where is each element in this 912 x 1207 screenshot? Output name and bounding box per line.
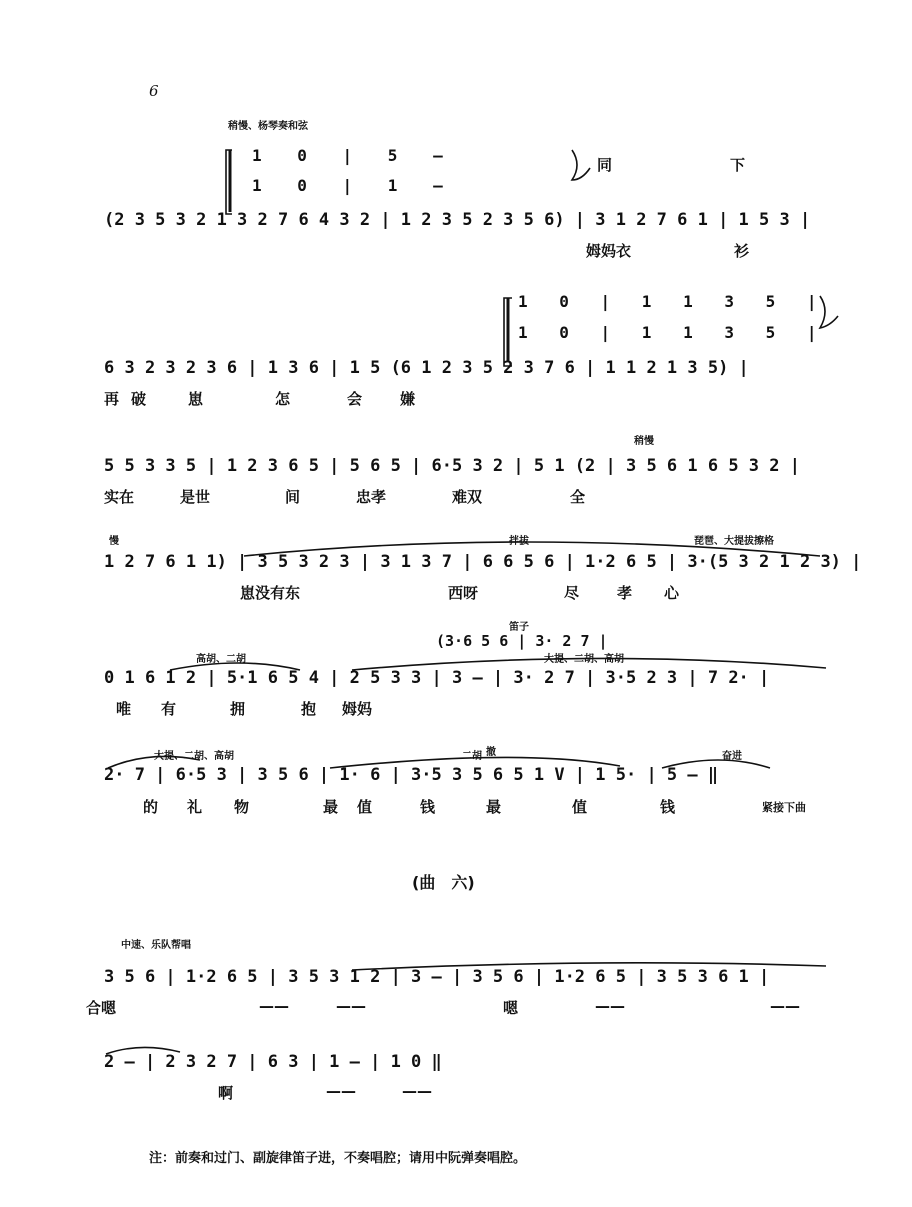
- notation-line-6: 2· 7 | 6·5 3 | 3 5 6 | 1· 6 | 3·5 3 5 6 5 1 V | 1 5· | 5 – ‖: [104, 765, 719, 785]
- lyric: 合嗯: [86, 999, 117, 1017]
- slur: [352, 658, 826, 670]
- continue-note: 紧接下曲: [762, 801, 806, 814]
- instrument-marking: 二胡: [462, 751, 482, 762]
- notation-line-2: 6 3 2 3 2 3 6 | 1 3 6 | 1 5 (6 1 2 3 5 2 3 7 6 | 1 1 2 1 3 5) |: [104, 358, 749, 378]
- lyric: 难双: [452, 488, 483, 506]
- lyric: 拥: [230, 700, 246, 718]
- lower-staff-part-1: 1 0 | 1 –: [252, 176, 443, 195]
- lyric: 最: [323, 798, 339, 816]
- upper-staff-part-2: 1 0 | 1 1 3 5 |: [518, 292, 817, 311]
- lyric: ——: [402, 1082, 432, 1100]
- lyric: 忠孝: [356, 488, 387, 506]
- lyric: 全: [570, 488, 586, 506]
- brace: [820, 296, 838, 328]
- lyric: 啊: [218, 1084, 234, 1102]
- slur: [352, 963, 826, 970]
- instrument-marking: 大提、二胡、高胡: [154, 751, 234, 762]
- side-note-tong: 同: [597, 156, 613, 174]
- instrument-marking: 大提、二胡、高胡: [544, 654, 624, 665]
- slur: [106, 1047, 180, 1054]
- lyric: 的: [143, 798, 159, 816]
- slur: [108, 756, 200, 768]
- lyric: ——: [326, 1082, 356, 1100]
- side-note-xia: 下: [730, 156, 746, 174]
- slur: [330, 757, 620, 768]
- lyric: 实在: [104, 488, 135, 506]
- lyric: 最: [486, 798, 502, 816]
- lyric: 是世: [180, 488, 211, 506]
- footnote: 注：前奏和过门、副旋律笛子进，不奏唱腔；请用中阮弹奏唱腔。: [149, 1151, 527, 1166]
- lyric: 值: [572, 798, 588, 816]
- slur: [244, 542, 820, 556]
- instrument-marking: 琵琶、大提拔擦格: [694, 536, 774, 547]
- tempo-marking: 慢: [109, 536, 119, 547]
- instrument-marking: 笛子: [509, 622, 529, 633]
- lyric: 心: [664, 584, 680, 602]
- lyric: 尽: [564, 584, 580, 602]
- lyric: 崽没有东: [240, 584, 301, 602]
- slur: [662, 760, 770, 768]
- lyric: 再: [104, 390, 120, 408]
- lyric: 物: [234, 798, 250, 816]
- lyric: 嫌: [400, 390, 416, 408]
- lyric: 唯: [116, 700, 132, 718]
- piece-title: (曲 六): [412, 873, 475, 892]
- tempo-marking: 稍慢: [634, 436, 654, 447]
- lyric: 礼: [187, 798, 203, 816]
- slur: [170, 663, 300, 670]
- flute-part: (3·6 5 6 | 3· 2 7 |: [436, 632, 608, 650]
- lyric: 钱: [660, 798, 676, 816]
- notation-line-5: 0 1 6 1 2 | 5·1 6 5 4 | 2 5 3 3 | 3 – | 3· 2 7 | 3·5 2 3 | 7 2· |: [104, 668, 770, 688]
- notation-line-1: (2 3 5 3 2 1 3 2 7 6 4 3 2 | 1 2 3 5 2 3 5 6) | 3 1 2 7 6 1 | 1 5 3 |: [104, 210, 811, 230]
- lyric: 嗯: [503, 999, 519, 1017]
- lyric: 姆妈: [342, 700, 373, 718]
- lyric: 抱: [301, 700, 317, 718]
- lyric: ——: [259, 997, 289, 1015]
- tempo-marking: 稍慢、杨琴奏和弦: [228, 121, 308, 132]
- lyric: 衫: [734, 242, 750, 260]
- lyric: ——: [770, 997, 800, 1015]
- lyric: 值: [357, 798, 373, 816]
- notation-line-8: 2 – | 2 3 2 7 | 6 3 | 1 – | 1 0 ‖: [104, 1052, 442, 1072]
- lyric: 间: [285, 488, 301, 506]
- lyric: 会: [347, 390, 363, 408]
- page-number: 6: [149, 82, 159, 100]
- notation-line-7: 3 5 6 | 1·2 6 5 | 3 5 3 1 2 | 3 – | 3 5 6 | 1·2 6 5 | 3 5 3 6 1 |: [104, 967, 770, 987]
- lyric: 破: [131, 390, 147, 408]
- instrument-marking: 奋进: [722, 751, 742, 762]
- lyric: 怎: [275, 390, 291, 408]
- lyric: ——: [595, 997, 625, 1015]
- lyric: 钱: [420, 798, 436, 816]
- notation-line-4: 1 2 7 6 1 1) | 3 5 3 2 3 | 3 1 3 7 | 6 6 5 6 | 1·2 6 5 | 3·(5 3 2 1 2 3) |: [104, 552, 862, 572]
- upper-staff-part-1: 1 0 | 5 –: [252, 146, 443, 165]
- lyric: 孝: [617, 584, 633, 602]
- lyric: 有: [161, 700, 177, 718]
- notation-line-3: 5 5 3 3 5 | 1 2 3 6 5 | 5 6 5 | 6·5 3 2 | 5 1 (2 | 3 5 6 1 6 5 3 2 |: [104, 456, 800, 476]
- lower-staff-part-2: 1 0 | 1 1 3 5 |: [518, 323, 817, 342]
- lyric: 西呀: [448, 584, 479, 602]
- tempo-marking: 中速、乐队帮唱: [121, 940, 191, 951]
- lyric: ——: [336, 997, 366, 1015]
- lyric: 崽: [188, 390, 204, 408]
- instrument-marking: 高胡、二胡: [196, 654, 246, 665]
- instrument-marking: 拌拔: [509, 536, 529, 547]
- instrument-marking: 撤: [486, 747, 496, 758]
- lyric: 姆妈衣: [586, 242, 632, 260]
- brace: [572, 150, 590, 180]
